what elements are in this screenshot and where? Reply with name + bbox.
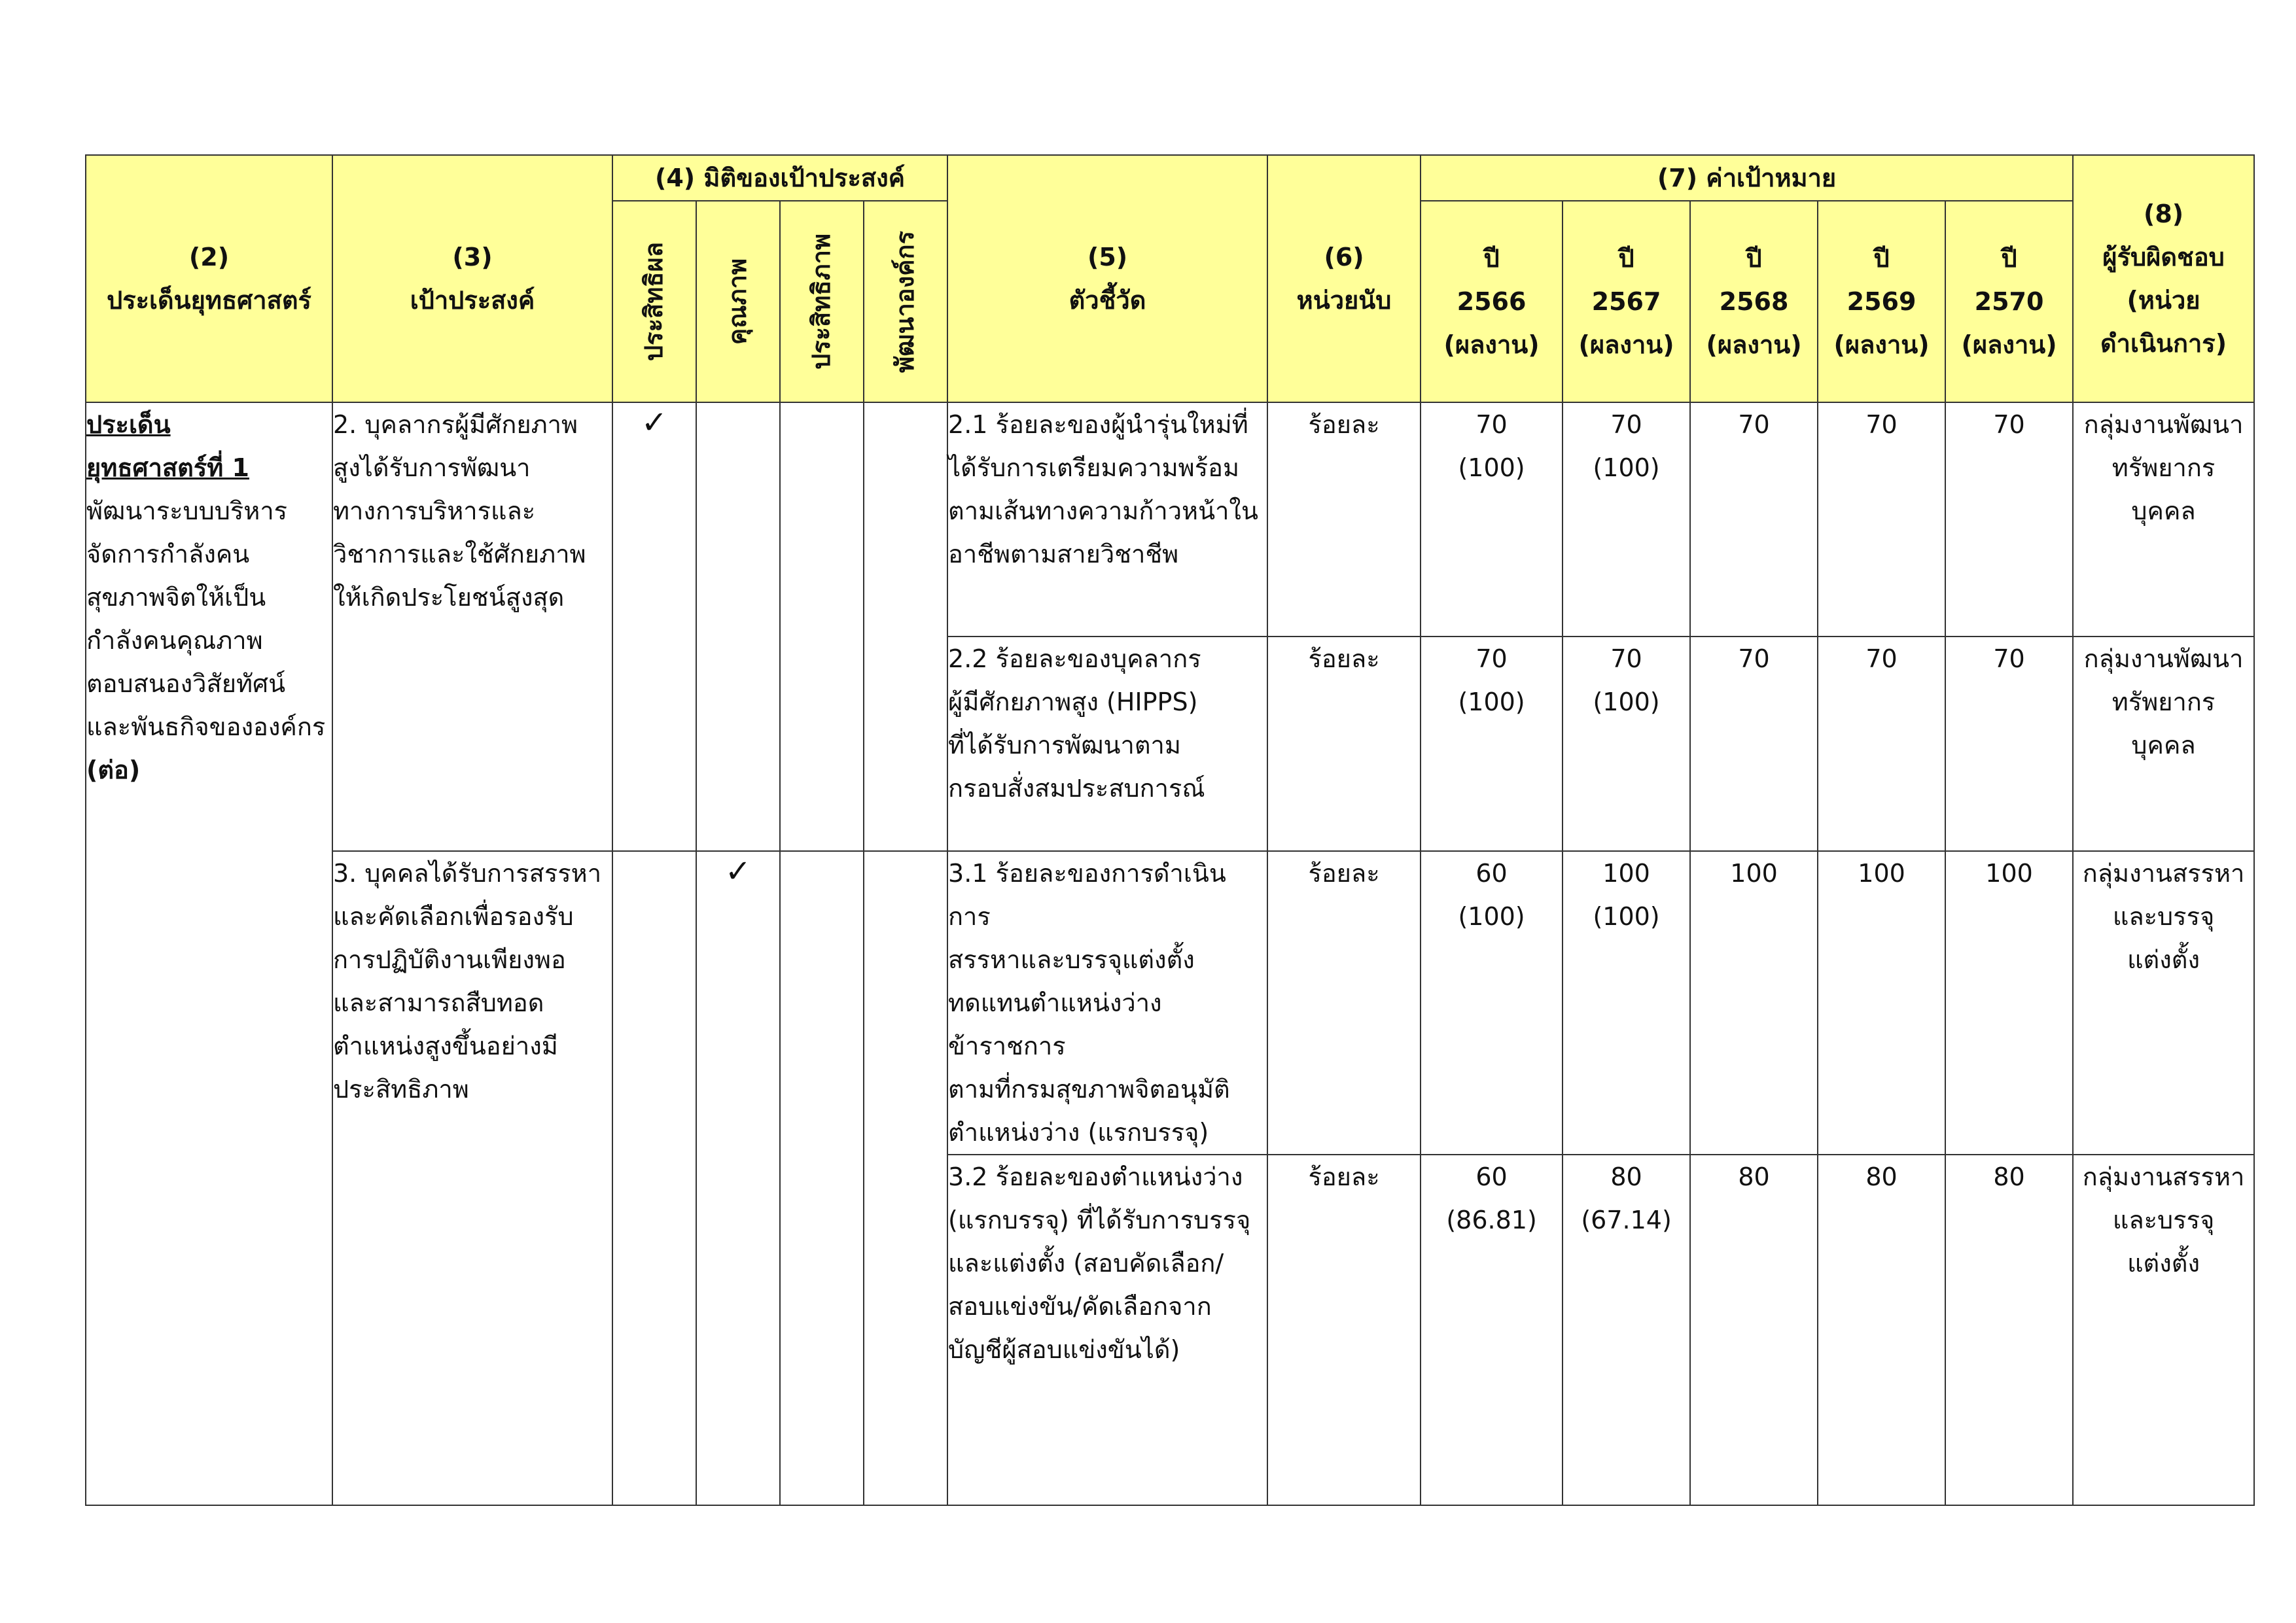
target-3-2-2566: 60 (86.81) — [1421, 1155, 1563, 1505]
header-year-2570: ปี 2570 (ผลงาน) — [1945, 201, 2073, 402]
owner-3-2: กลุ่มงานสรรหา และบรรจุ แต่งตั้ง — [2073, 1155, 2254, 1505]
table-row — [86, 402, 2254, 637]
target-2-1-2568: 70 — [1690, 402, 1818, 637]
target-2-2-2570: 70 — [1945, 637, 2073, 851]
unit-2-1: ร้อยละ — [1267, 402, 1421, 637]
header-owner: (8) ผู้รับผิดชอบ (หน่วย ดำเนินการ) — [2073, 155, 2254, 402]
target-3-1-2566: 60 (100) — [1421, 851, 1563, 1155]
goal-2-dim-efficiency — [780, 402, 864, 851]
table-row — [86, 851, 2254, 1155]
header-dim-quality: คุณภาพ — [696, 201, 780, 402]
target-2-2-2566: 70 (100) — [1421, 637, 1563, 851]
header-goal: (3) เป้าประสงค์ — [332, 155, 612, 402]
target-3-1-2570: 100 — [1945, 851, 2073, 1155]
goal-2-dim-quality — [696, 402, 780, 851]
target-3-2-2568: 80 — [1690, 1155, 1818, 1505]
indicator-3-1: 3.1 ร้อยละของการดำเนินการ สรรหาและบรรจุแต่งตั้ง ทดแทนตำแหน่งว่างข้าราชการ ตามที่กรมสุขภาพจิตอนุมัติ ตำแหน่งว่าง (แรกบรรจุ) — [947, 851, 1267, 1155]
header-dim-org-development: พัฒนาองค์กร — [864, 201, 947, 402]
unit-2-2: ร้อยละ — [1267, 637, 1421, 851]
target-2-1-2569: 70 — [1818, 402, 1945, 637]
goal-2-dim-effectiveness — [612, 402, 696, 851]
header-dim-efficiency: ประสิทธิภาพ — [780, 201, 864, 402]
target-3-1-2567: 100 (100) — [1563, 851, 1690, 1155]
strategy-plan-table — [85, 154, 2255, 1506]
indicator-3-2: 3.2 ร้อยละของตำแหน่งว่าง (แรกบรรจุ) ที่ได้รับการบรรจุ และแต่งตั้ง (สอบคัดเลือก/ สอบแข่งขัน/คัดเลือกจาก บัญชีผู้สอบแข่งขันได้) — [947, 1155, 1267, 1505]
target-3-1-2568: 100 — [1690, 851, 1818, 1155]
owner-3-1: กลุ่มงานสรรหา และบรรจุ แต่งตั้ง — [2073, 851, 2254, 1155]
goal-3-dim-efficiency — [780, 851, 864, 1505]
header-year-2569: ปี 2569 (ผลงาน) — [1818, 201, 1945, 402]
goal-2-dim-org-development — [864, 402, 947, 851]
owner-2-1: กลุ่มงานพัฒนา ทรัพยากร บุคคล — [2073, 402, 2254, 637]
header-dimensions: (4) มิติของเป้าประสงค์ — [612, 155, 947, 201]
check-icon: ✓ — [641, 404, 668, 441]
target-3-2-2567: 80 (67.14) — [1563, 1155, 1690, 1505]
strategy-cell: ประเด็น ยุทธศาสตร์ที่ 1 พัฒนาระบบบริหาร จัดการกำลังคน สุขภาพจิตให้เป็น กำลังคนคุณภาพ ตอบสนองวิสัยทัศน์ และพันธกิจขององค์กร (ต่อ) — [86, 402, 332, 1505]
goal-3-dim-quality — [696, 851, 780, 1505]
unit-3-1: ร้อยละ — [1267, 851, 1421, 1155]
target-2-2-2567: 70 (100) — [1563, 637, 1690, 851]
header-targets: (7) ค่าเป้าหมาย — [1421, 155, 2073, 201]
header-year-2567: ปี 2567 (ผลงาน) — [1563, 201, 1690, 402]
goal-2-cell: 2. บุคลากรผู้มีศักยภาพ สูงได้รับการพัฒนา ทางการบริหารและ วิชาการและใช้ศักยภาพ ให้เกิดประโยชน์สูงสุด — [332, 402, 612, 851]
header-dim-effectiveness: ประสิทธิผล — [612, 201, 696, 402]
owner-2-2: กลุ่มงานพัฒนา ทรัพยากร บุคคล — [2073, 637, 2254, 851]
target-2-1-2570: 70 — [1945, 402, 2073, 637]
check-icon: ✓ — [724, 853, 752, 890]
indicator-2-1: 2.1 ร้อยละของผู้นำรุ่นใหม่ที่ ได้รับการเตรียมความพร้อม ตามเส้นทางความก้าวหน้าใน อาชีพตามสายวิชาชีพ — [947, 402, 1267, 637]
header-indicator: (5) ตัวชี้วัด — [947, 155, 1267, 402]
target-2-1-2567: 70 (100) — [1563, 402, 1690, 637]
header-year-2566: ปี 2566 (ผลงาน) — [1421, 201, 1563, 402]
target-3-2-2570: 80 — [1945, 1155, 2073, 1505]
target-2-2-2568: 70 — [1690, 637, 1818, 851]
target-3-2-2569: 80 — [1818, 1155, 1945, 1505]
goal-3-dim-org-development — [864, 851, 947, 1505]
target-2-2-2569: 70 — [1818, 637, 1945, 851]
target-2-1-2566: 70 (100) — [1421, 402, 1563, 637]
header-unit: (6) หน่วยนับ — [1267, 155, 1421, 402]
indicator-2-2: 2.2 ร้อยละของบุคลากร ผู้มีศักยภาพสูง (HIPPS) ที่ได้รับการพัฒนาตาม กรอบสั่งสมประสบการณ์ — [947, 637, 1267, 851]
target-3-1-2569: 100 — [1818, 851, 1945, 1155]
unit-3-2: ร้อยละ — [1267, 1155, 1421, 1505]
header-strategy: (2) ประเด็นยุทธศาสตร์ — [86, 155, 332, 402]
header-year-2568: ปี 2568 (ผลงาน) — [1690, 201, 1818, 402]
goal-3-cell: 3. บุคคลได้รับการสรรหา และคัดเลือกเพื่อรองรับ การปฏิบัติงานเพียงพอ และสามารถสืบทอด ตำแหน่งสูงขึ้นอย่างมี ประสิทธิภาพ — [332, 851, 612, 1505]
goal-3-dim-effectiveness — [612, 851, 696, 1505]
